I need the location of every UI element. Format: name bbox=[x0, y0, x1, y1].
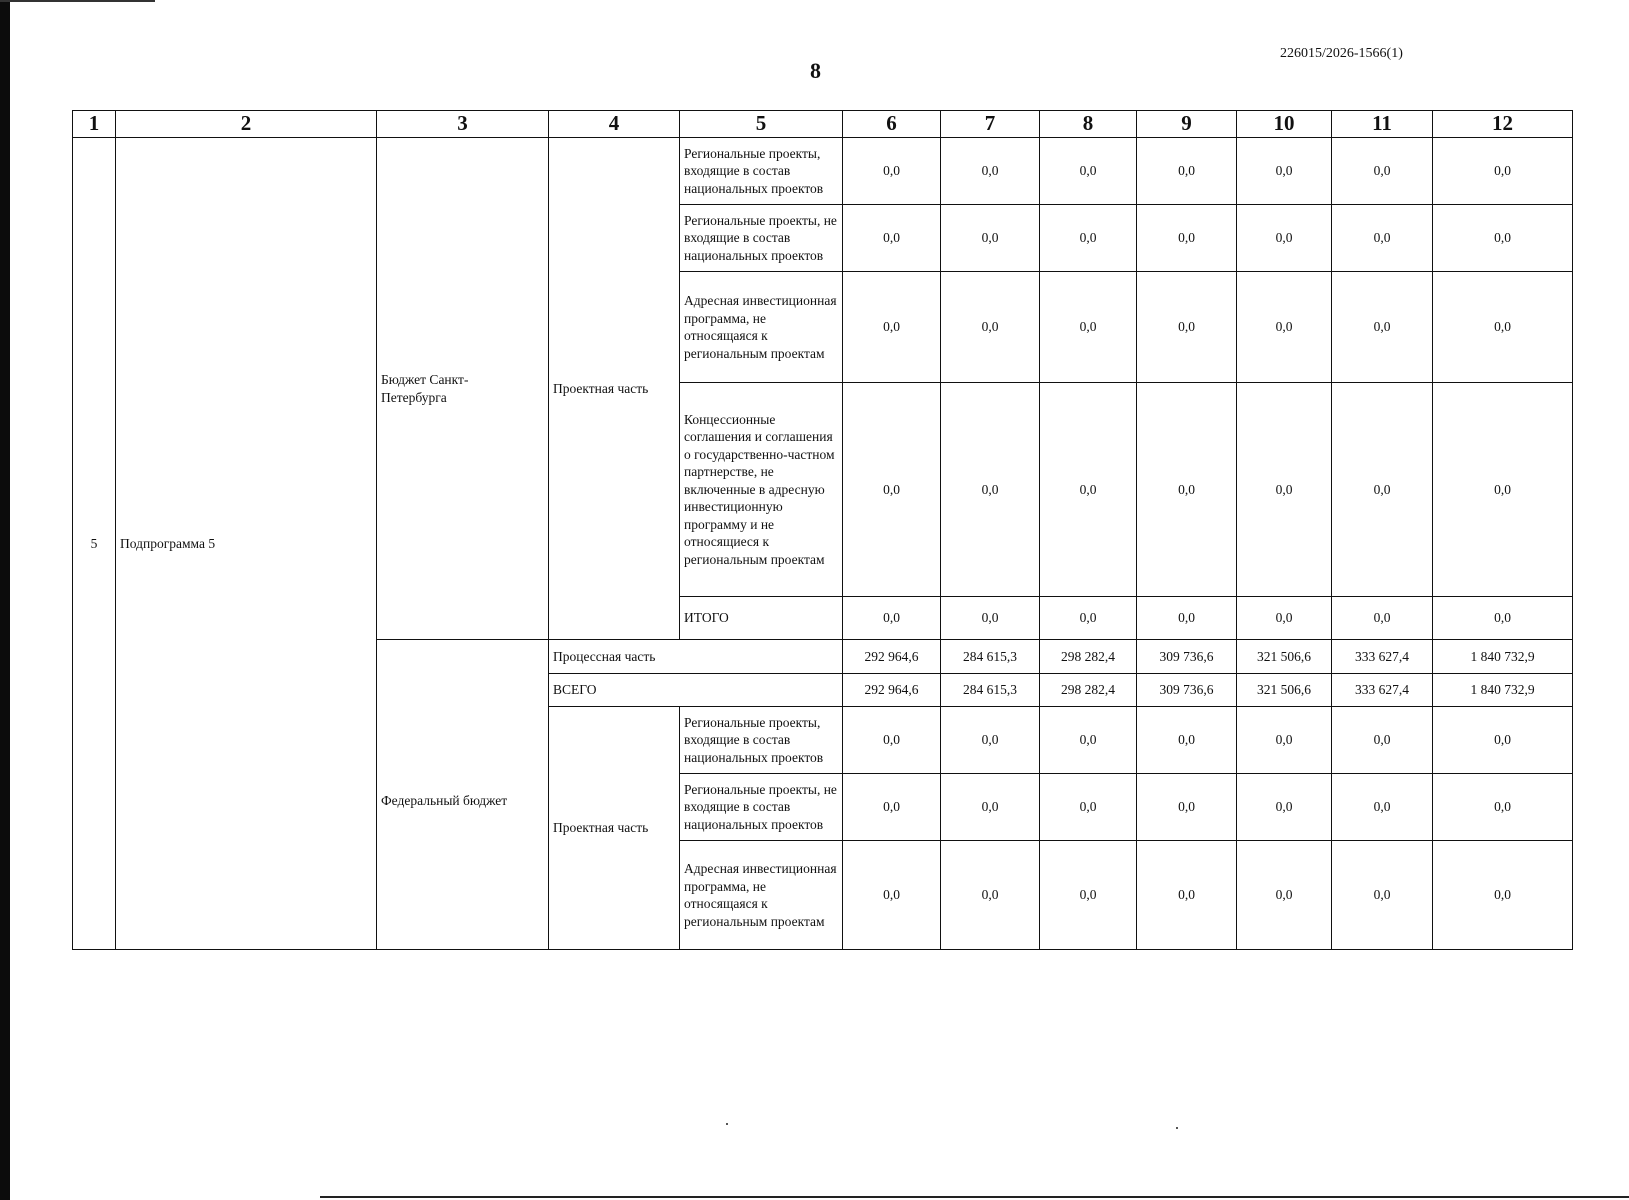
value-cell: 0,0 bbox=[843, 841, 941, 950]
header-col-3: 3 bbox=[377, 111, 549, 138]
value-cell: 0,0 bbox=[1137, 205, 1237, 272]
part-project-spb: Проектная часть bbox=[549, 138, 680, 640]
value-cell: 0,0 bbox=[1332, 597, 1433, 640]
value-cell: 0,0 bbox=[1040, 597, 1137, 640]
header-col-1: 1 bbox=[73, 111, 116, 138]
value-cell: 0,0 bbox=[941, 597, 1040, 640]
value-cell: 0,0 bbox=[1433, 272, 1573, 383]
value-cell: 0,0 bbox=[1137, 707, 1237, 774]
value-cell: 0,0 bbox=[1433, 597, 1573, 640]
value-cell: 321 506,6 bbox=[1237, 640, 1332, 674]
value-cell: 0,0 bbox=[1433, 707, 1573, 774]
scan-bottom-line bbox=[320, 1196, 1629, 1198]
value-cell: 0,0 bbox=[1237, 774, 1332, 841]
value-cell: 0,0 bbox=[1040, 383, 1137, 597]
header-row bbox=[73, 111, 1573, 138]
header-col-12: 12 bbox=[1433, 111, 1573, 138]
line-label: Региональные проекты, не входящие в состав национальных проектов bbox=[680, 205, 843, 272]
value-cell: 298 282,4 bbox=[1040, 640, 1137, 674]
budget-table bbox=[72, 110, 1573, 950]
value-cell: 1 840 732,9 bbox=[1433, 640, 1573, 674]
value-cell: 0,0 bbox=[1237, 597, 1332, 640]
value-cell: 0,0 bbox=[1433, 383, 1573, 597]
value-cell: 321 506,6 bbox=[1237, 674, 1332, 707]
value-cell: 0,0 bbox=[843, 205, 941, 272]
line-label: Региональные проекты, входящие в состав национальных проектов bbox=[680, 707, 843, 774]
value-cell: 0,0 bbox=[843, 597, 941, 640]
header-col-7: 7 bbox=[941, 111, 1040, 138]
line-label-total: ИТОГО bbox=[680, 597, 843, 640]
value-cell: 0,0 bbox=[1433, 774, 1573, 841]
value-cell: 0,0 bbox=[1332, 383, 1433, 597]
value-cell: 0,0 bbox=[1040, 272, 1137, 383]
value-cell: 0,0 bbox=[941, 774, 1040, 841]
part-project-federal: Проектная часть bbox=[549, 707, 680, 950]
line-label: Концессионные соглашения и соглашения о государственно-частном партнерстве, не включенные в адресную инвестиционную программу и не относящиеся к региональным проектам bbox=[680, 383, 843, 597]
value-cell: 0,0 bbox=[1332, 205, 1433, 272]
scan-speck bbox=[1176, 1127, 1178, 1129]
value-cell: 0,0 bbox=[843, 707, 941, 774]
value-cell: 0,0 bbox=[1237, 138, 1332, 205]
value-cell: 284 615,3 bbox=[941, 674, 1040, 707]
value-cell: 0,0 bbox=[941, 205, 1040, 272]
value-cell: 0,0 bbox=[1040, 774, 1137, 841]
value-cell: 1 840 732,9 bbox=[1433, 674, 1573, 707]
value-cell: 0,0 bbox=[1332, 707, 1433, 774]
value-cell: 333 627,4 bbox=[1332, 674, 1433, 707]
budget-source-spb-text: Бюджет Санкт-Петербурга bbox=[381, 372, 469, 405]
value-cell: 0,0 bbox=[1137, 383, 1237, 597]
value-cell: 0,0 bbox=[1332, 272, 1433, 383]
value-cell: 0,0 bbox=[941, 272, 1040, 383]
value-cell: 0,0 bbox=[1137, 138, 1237, 205]
value-cell: 0,0 bbox=[1040, 841, 1137, 950]
value-cell: 0,0 bbox=[1237, 205, 1332, 272]
value-cell: 0,0 bbox=[1137, 272, 1237, 383]
value-cell: 0,0 bbox=[843, 383, 941, 597]
value-cell: 292 964,6 bbox=[843, 640, 941, 674]
header-col-4: 4 bbox=[549, 111, 680, 138]
grand-total-label: ВСЕГО bbox=[549, 674, 843, 707]
value-cell: 0,0 bbox=[1237, 383, 1332, 597]
budget-source-spb bbox=[377, 138, 549, 640]
scan-speck bbox=[726, 1123, 728, 1125]
value-cell: 0,0 bbox=[941, 841, 1040, 950]
value-cell: 0,0 bbox=[1433, 138, 1573, 205]
value-cell: 0,0 bbox=[843, 774, 941, 841]
value-cell: 0,0 bbox=[1332, 841, 1433, 950]
value-cell: 0,0 bbox=[1433, 841, 1573, 950]
value-cell: 0,0 bbox=[1040, 707, 1137, 774]
value-cell: 0,0 bbox=[843, 138, 941, 205]
header-col-10: 10 bbox=[1237, 111, 1332, 138]
value-cell: 0,0 bbox=[1237, 707, 1332, 774]
value-cell: 309 736,6 bbox=[1137, 674, 1237, 707]
scan-top-line bbox=[0, 0, 155, 2]
subprogram-name: Подпрограмма 5 bbox=[116, 138, 377, 950]
line-label: Региональные проекты, входящие в состав национальных проектов bbox=[680, 138, 843, 205]
part-process: Процессная часть bbox=[549, 640, 843, 674]
value-cell: 292 964,6 bbox=[843, 674, 941, 707]
line-label: Адресная инвестиционная программа, не относящаяся к региональным проектам bbox=[680, 272, 843, 383]
line-label: Адресная инвестиционная программа, не относящаяся к региональным проектам bbox=[680, 841, 843, 950]
value-cell: 0,0 bbox=[1040, 205, 1137, 272]
value-cell: 0,0 bbox=[1237, 841, 1332, 950]
header-col-6: 6 bbox=[843, 111, 941, 138]
table-row bbox=[73, 138, 1573, 205]
scan-edge-bar bbox=[0, 0, 10, 1200]
value-cell: 0,0 bbox=[1137, 597, 1237, 640]
value-cell: 0,0 bbox=[1332, 138, 1433, 205]
budget-source-federal: Федеральный бюджет bbox=[377, 640, 549, 950]
value-cell: 333 627,4 bbox=[1332, 640, 1433, 674]
document-code: 226015/2026-1566(1) bbox=[1280, 46, 1403, 61]
header-col-11: 11 bbox=[1332, 111, 1433, 138]
value-cell: 298 282,4 bbox=[1040, 674, 1137, 707]
value-cell: 0,0 bbox=[1137, 841, 1237, 950]
header-col-8: 8 bbox=[1040, 111, 1137, 138]
value-cell: 0,0 bbox=[1040, 138, 1137, 205]
value-cell: 0,0 bbox=[1137, 774, 1237, 841]
header-col-9: 9 bbox=[1137, 111, 1237, 138]
value-cell: 0,0 bbox=[941, 138, 1040, 205]
value-cell: 0,0 bbox=[1237, 272, 1332, 383]
value-cell: 309 736,6 bbox=[1137, 640, 1237, 674]
line-label: Региональные проекты, не входящие в состав национальных проектов bbox=[680, 774, 843, 841]
header-col-5: 5 bbox=[680, 111, 843, 138]
value-cell: 0,0 bbox=[941, 383, 1040, 597]
row-number: 5 bbox=[73, 138, 116, 950]
value-cell: 0,0 bbox=[1433, 205, 1573, 272]
value-cell: 0,0 bbox=[843, 272, 941, 383]
value-cell: 284 615,3 bbox=[941, 640, 1040, 674]
page-number: 8 bbox=[810, 58, 821, 83]
value-cell: 0,0 bbox=[1332, 774, 1433, 841]
value-cell: 0,0 bbox=[941, 707, 1040, 774]
header-col-2: 2 bbox=[116, 111, 377, 138]
